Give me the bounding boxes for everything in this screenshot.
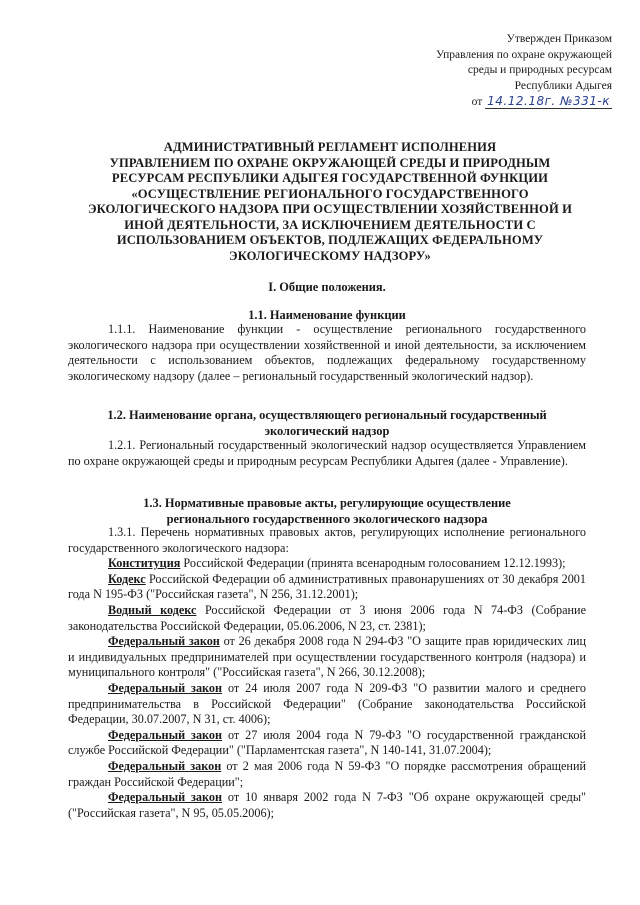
approval-date-line [392,94,612,111]
title-line: ИСПОЛЬЗОВАНИЕМ ОБЪЕКТОВ, ПОДЛЕЖАЩИХ ФЕДЕРАЛЬНОМУ [116,233,544,247]
title-line: РЕСУРСАМ РЕСПУБЛИКИ АДЫГЕЯ ГОСУДАРСТВЕННОЙ ФУНКЦИИ [111,171,549,185]
section-1-2-text: 1.2.1. Региональный государственный экологический надзор осуществляется Управлением по охране окружающей среды и природным ресурсам Республики Адыгея (далее - Управление). [68,438,586,468]
section-1-1-text: 1.1.1. Наименование функции - осуществление регионального государственного экологического надзора при осуществлении хозяйственной и иной деятельности, за исключением деятельности с использованием объектов, подлежащих федеральному государственному экологическому надзору (далее – региональный государственный экологический надзор). [68,322,586,383]
heading-line: 1.2. Наименование органа, осуществляющего региональный государственный [107,408,547,422]
legal-act-link[interactable]: Водный кодекс [108,602,197,617]
legal-act-link[interactable]: Федеральный закон [108,634,220,649]
title-line: ИНОЙ ДЕЯТЕЛЬНОСТИ, ЗА ИСКЛЮЧЕНИЕМ ДЕЯТЕЛЬНОСТИ С [124,217,536,232]
legal-act-details: от 24 июля 2007 года N 209-ФЗ "О развитии малого и среднего предпринимательства в Российской Федерации" (Собрание законодательства Российской Федерации, 30.07.2007, N 31, ст. 4006); [68,680,586,727]
legal-act-link[interactable]: Федеральный закон [108,680,223,695]
section-1-3-heading [68,496,586,527]
section-1-heading: I. Общие положения. [268,280,386,294]
approval-from-prefix: от [471,96,483,108]
legal-act-details: от 2 мая 2006 года N 59-ФЗ "О порядке рассмотрения обращений граждан Российской Федерации"; [68,758,586,789]
heading-line: регионального государственного экологического надзора [166,511,488,526]
approval-line-1: Утвержден Приказом [506,33,612,45]
legal-act-item [68,572,586,603]
section-1-3-content [68,525,586,821]
approval-line-2: Управления по охране окружающей [435,48,612,61]
legal-act-details: Российской Федерации об административных правонарушениях от 30 декабря 2001 года N 195-ФЗ ("Российская газета", N 256, 31.12.2001); [68,571,586,602]
legal-act-details: от 26 декабря 2008 года N 294-ФЗ "О защите прав юридических лиц и индивидуальных предпринимателей при осуществлении государственного контроля (надзора) и муниципального контроля" ("Российская газета", N 266, 30.12.2008); [68,634,586,680]
title-line: «ОСУЩЕСТВЛЕНИЕ РЕГИОНАЛЬНОГО ГОСУДАРСТВЕННОГО [131,186,529,201]
legal-act-link[interactable]: Федеральный закон [108,758,222,773]
handwritten-date-number: 14.12.18г. №331-к [487,94,610,108]
legal-act-item [68,603,586,634]
title-line: ЭКОЛОГИЧЕСКОМУ НАДЗОРУ» [229,248,431,263]
title-line: ЭКОЛОГИЧЕСКОГО НАДЗОРА ПРИ ОСУЩЕСТВЛЕНИИ ХОЗЯЙСТВЕННОЙ И [88,202,572,216]
legal-act-link[interactable]: Кодекс [108,571,146,586]
section-1-1-heading: 1.1. Наименование функции [248,308,406,322]
legal-act-details: от 10 января 2002 года N 7-ФЗ "Об охране окружающей среды" ("Российская газета", N 95, 05.05.2006); [68,790,586,820]
legal-act-item [68,681,586,728]
legal-act-link[interactable]: Федеральный закон [108,727,223,742]
heading-line: экологический надзор [264,423,390,438]
title-line: УПРАВЛЕНИЕМ ПО ОХРАНЕ ОКРУЖАЮЩЕЙ СРЕДЫ И ПРИРОДНЫМ [109,155,551,170]
legal-act-details: Российской Федерации от 3 июня 2006 года N 74-ФЗ (Собрание законодательства Российской Федерации, 05.06.2006, N 23, ст. 2381); [68,602,586,633]
legal-act-details: от 27 июля 2004 года N 79-ФЗ "О государственной гражданской службе Российской Федерации" ("Парламентская газета", N 140-141, 31.07.2004); [68,727,586,758]
legal-act-item [68,728,586,759]
approval-line-4: Республики Адыгея [514,79,612,92]
title-line: АДМИНИСТРАТИВНЫЙ РЕГЛАМЕНТ ИСПОЛНЕНИЯ [163,140,497,154]
heading-line: 1.3. Нормативные правовые акты, регулирующие осуществление [143,496,511,510]
approval-line-3: среды и природных ресурсам [467,64,612,76]
legal-act-details: Российской Федерации (принята всенародным голосованием 12.12.1993); [180,556,566,571]
legal-act-item [68,759,586,790]
approval-stamp [392,32,612,111]
legal-act-item [68,790,586,821]
section-1-3-intro: 1.3.1. Перечень нормативных правовых актов, регулирующих исполнение регионального государственного экологического надзора: [68,525,586,555]
legal-act-link[interactable]: Конституция [108,556,181,571]
section-1-2-heading [68,408,586,439]
legal-act-link[interactable]: Федеральный закон [108,790,222,805]
legal-act-item [68,556,586,572]
legal-act-item [68,634,586,681]
document-title [60,140,600,264]
